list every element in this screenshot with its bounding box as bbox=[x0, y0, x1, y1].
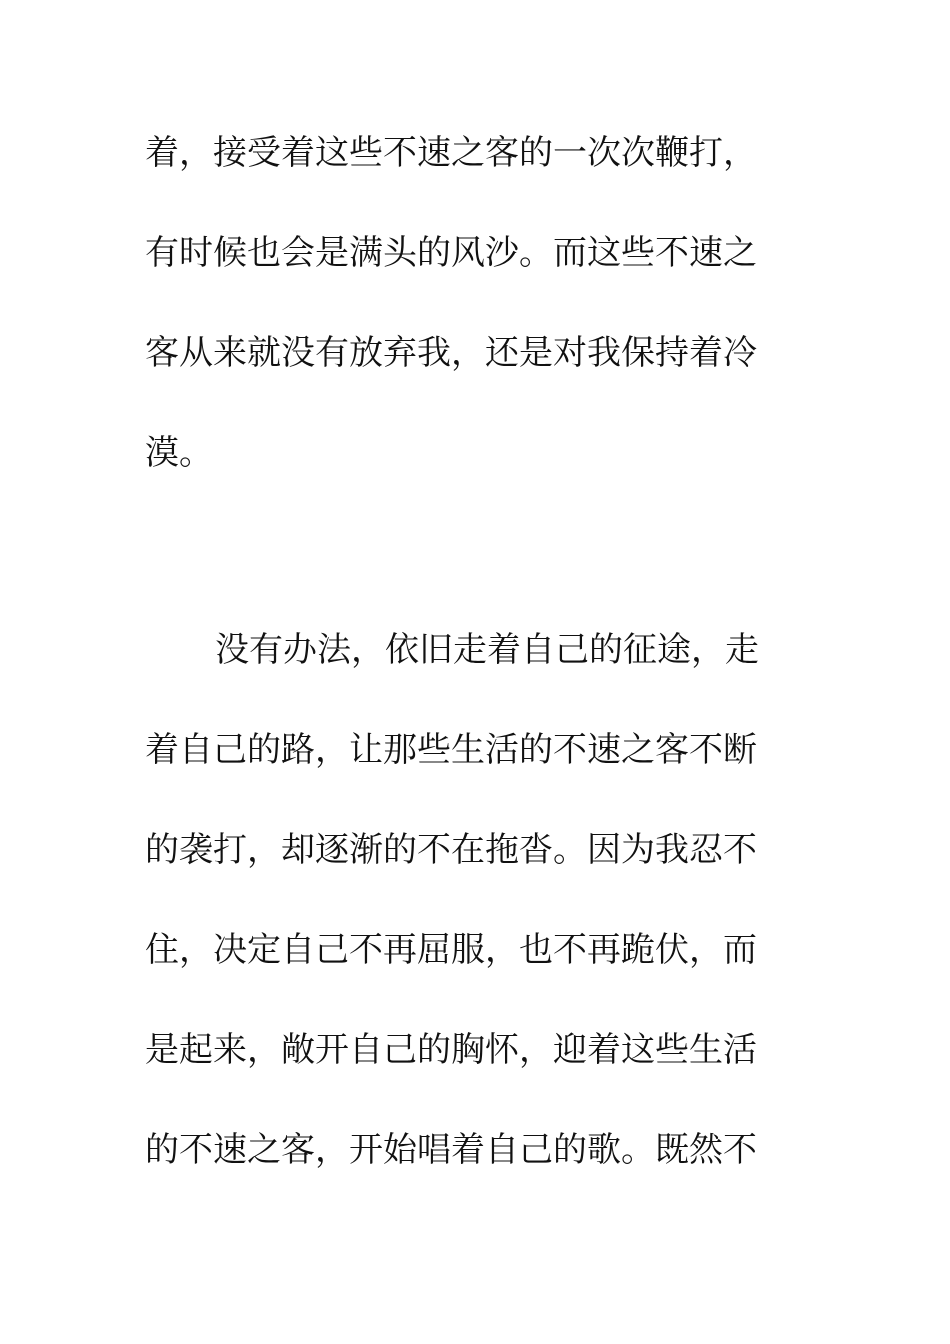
text-line: 的袭打，却逐渐的不在拖沓。因为我忍不 bbox=[145, 830, 757, 870]
text-line: 有时候也会是满头的风沙。而这些不速之 bbox=[145, 233, 757, 273]
text-line: 住，决定自己不再屈服，也不再跪伏，而 bbox=[145, 930, 757, 970]
text-line: 没有办法，依旧走着自己的征途，走 bbox=[215, 630, 759, 670]
text-line: 着自己的路，让那些生活的不速之客不断 bbox=[145, 730, 757, 770]
text-line: 客从来就没有放弃我，还是对我保持着冷 bbox=[145, 333, 757, 373]
text-line: 漠。 bbox=[145, 433, 213, 473]
text-line: 是起来，敞开自己的胸怀，迎着这些生活 bbox=[145, 1030, 757, 1070]
text-line: 的不速之客，开始唱着自己的歌。既然不 bbox=[145, 1130, 757, 1170]
text-line: 着，接受着这些不速之客的一次次鞭打， bbox=[145, 133, 757, 173]
